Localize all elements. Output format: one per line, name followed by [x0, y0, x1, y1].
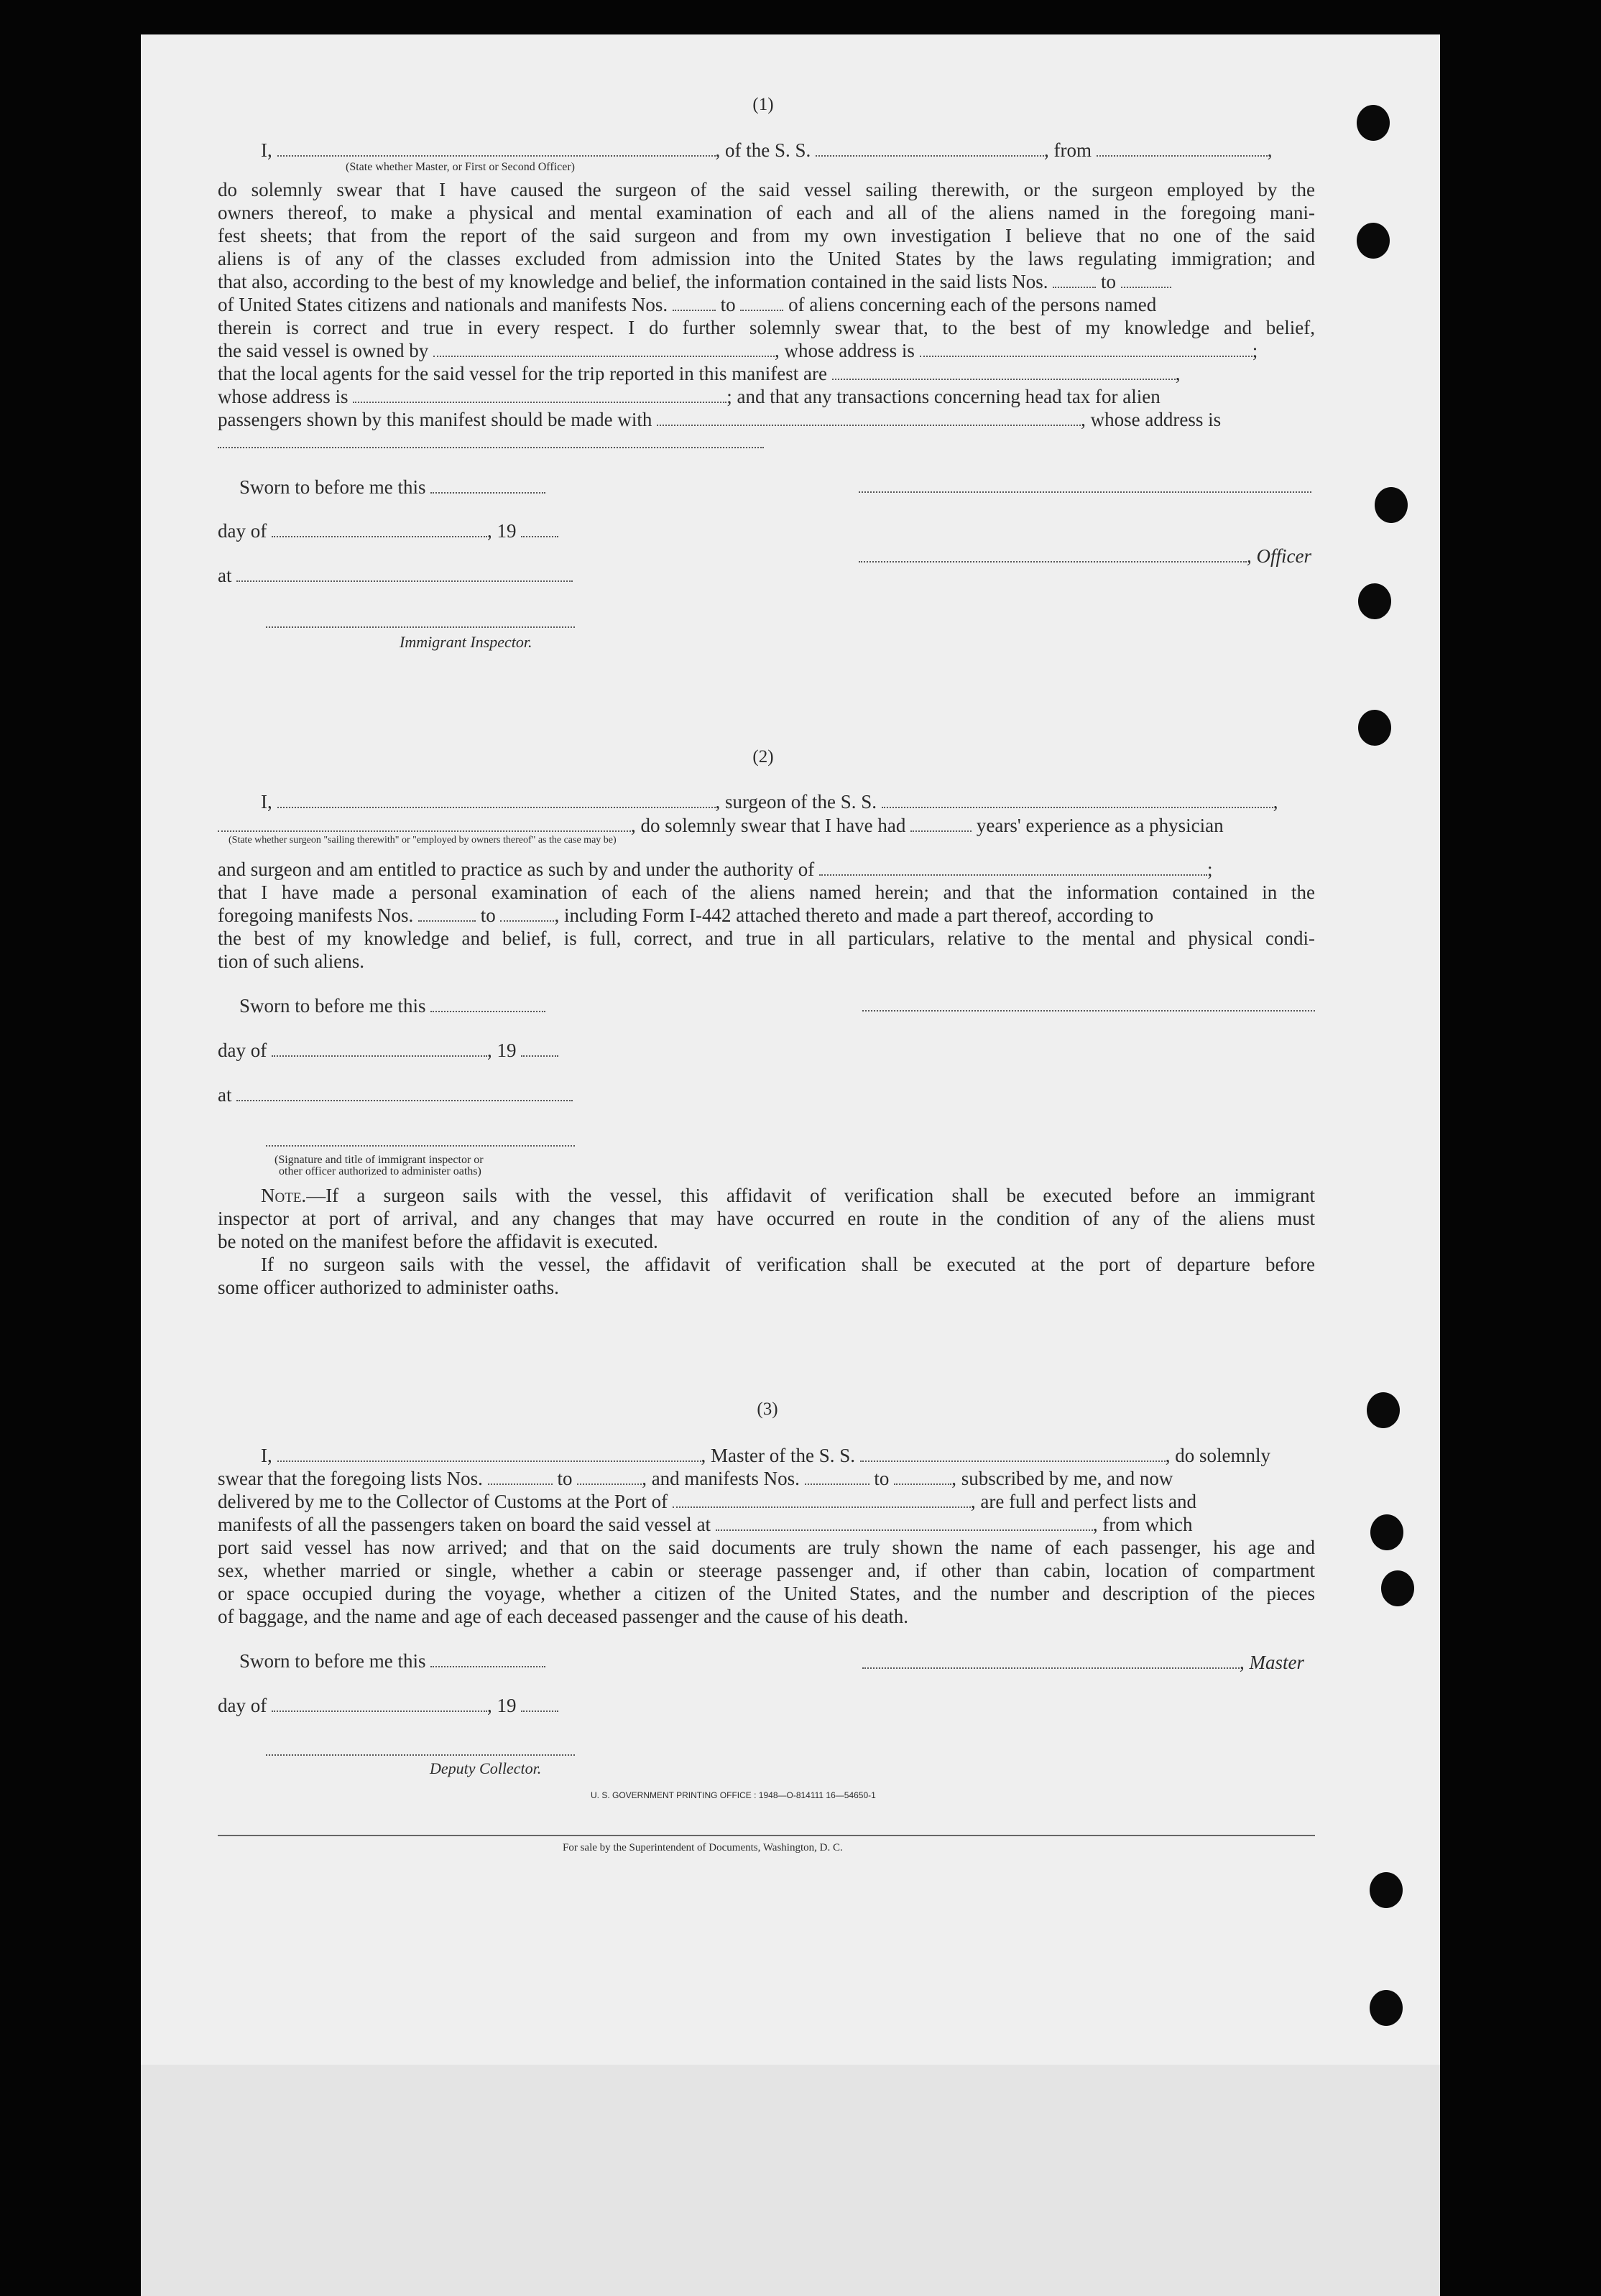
s2-manifests-to-field[interactable] — [500, 904, 554, 922]
note-line: If no surgeon sails with the vessel, the affidavit of verification shall be executed at the port of departure before — [261, 1254, 1315, 1275]
from-port-field[interactable] — [1097, 139, 1268, 157]
s2-place-field[interactable] — [236, 1084, 573, 1101]
boarding-port-field[interactable] — [716, 1514, 1093, 1531]
s3-para-line: or space occupied during the voyage, whether a citizen of the United States, and the number and description of the pieces — [218, 1583, 1315, 1604]
s3-year-field[interactable] — [521, 1695, 558, 1712]
binder-hole — [1381, 1570, 1414, 1606]
s2-day-of: day of , 19 — [218, 1039, 558, 1062]
surgeon-signature-line[interactable] — [862, 1009, 1315, 1012]
gpo-imprint: U. S. GOVERNMENT PRINTING OFFICE : 1948—O-814111 16—54650-1 — [591, 1790, 876, 1800]
binder-hole — [1358, 583, 1391, 619]
binder-hole — [1370, 1990, 1403, 2026]
s1-passengers-line: passengers shown by this manifest should be made with , whose address is — [218, 409, 1222, 430]
inspector-signature-line[interactable] — [266, 625, 575, 628]
s1-para-line: owners thereof, to make a physical and mental examination of each and all of the aliens named in the foregoing mani- — [218, 202, 1315, 223]
year-field[interactable] — [521, 520, 558, 537]
binder-hole — [1357, 105, 1390, 141]
sale-notice: For sale by the Superintendent of Documents, Washington, D. C. — [563, 1842, 843, 1853]
note-line: Note.—If a surgeon sails with the vessel, this affidavit of verification shall be executed before an immigrant — [261, 1185, 1315, 1206]
head-tax-party-field[interactable] — [657, 409, 1081, 426]
s1-sworn: Sworn to before me this — [239, 476, 545, 499]
sworn-date-field[interactable] — [430, 476, 545, 494]
s3-line-3: delivered by me to the Collector of Customs at the Port of , are full and perfect lists and — [218, 1491, 1197, 1512]
s3-master-sig: , Master — [862, 1651, 1304, 1674]
sig-caption: (Signature and title of immigrant inspector or — [274, 1154, 484, 1166]
s2-line-5: foregoing manifests Nos. to , including Form I-442 attached thereto and made a part thereof, according to — [218, 904, 1154, 926]
surgeon-type-field[interactable] — [218, 815, 631, 832]
s1-para-line: fest sheets; that from the report of the said surgeon and from my own investigation I believe that no one of the said — [218, 225, 1315, 246]
day-of-month-field[interactable] — [272, 520, 487, 537]
binder-hole — [1367, 1392, 1400, 1428]
page-edge — [141, 2065, 1440, 2296]
s1-para-line: do solemnly swear that I have caused the surgeon of the said vessel sailing therewith, or the surgeon employed by the — [218, 179, 1315, 200]
binder-hole — [1375, 487, 1408, 523]
s2-line-2: , do solemnly swear that I have had years' experience as a physician — [218, 814, 1224, 837]
deputy-signature-line[interactable] — [266, 1753, 575, 1756]
s2-manifests-from-field[interactable] — [418, 904, 476, 922]
s3-para-line: port said vessel has now arrived; and that on the said documents are truly shown the name of each passenger, his age and — [218, 1537, 1315, 1558]
s1-owned-line: the said vessel is owned by , whose address is ; — [218, 340, 1258, 361]
s1-line-1: I, , of the S. S. , from , — [261, 139, 1273, 161]
s2-sworn-date-field[interactable] — [430, 995, 545, 1012]
head-tax-address-field[interactable] — [218, 445, 764, 448]
binder-hole — [1370, 1514, 1403, 1550]
s2-vessel-field[interactable] — [882, 791, 1273, 808]
footer-rule — [218, 1835, 1315, 1836]
agents-field[interactable] — [832, 363, 1176, 380]
binder-hole — [1370, 1872, 1403, 1908]
years-experience-field[interactable] — [910, 815, 972, 832]
binder-hole — [1358, 710, 1391, 746]
note-line: some officer authorized to administer oaths. — [218, 1277, 559, 1298]
owner-address-field[interactable] — [920, 340, 1252, 357]
section-3-number: (3) — [757, 1399, 778, 1419]
s3-line-2: swear that the foregoing lists Nos. to , and manifests Nos. to , subscribed by me, and now — [218, 1468, 1173, 1489]
lists-from-field[interactable] — [1053, 271, 1096, 288]
s3-manifests-from-field[interactable] — [805, 1468, 869, 1485]
officer-title-field[interactable] — [277, 139, 716, 157]
s2-para-line: that I have made a personal examination of each of the aliens named herein; and that the information contained in the — [218, 881, 1315, 903]
s1-para-line: therein is correct and true in every respect. I do further solemnly swear that, to the best of my knowledge and belief, — [218, 317, 1315, 338]
section-1-number: (1) — [752, 95, 774, 114]
s2-year-field[interactable] — [521, 1040, 558, 1057]
s3-para-line: sex, whether married or single, whether a cabin or steerage passenger and, if other than cabin, location of compartment — [218, 1560, 1315, 1581]
s2-line-1: I, , surgeon of the S. S. , — [261, 791, 1278, 813]
surgeon-type-caption: (State whether surgeon "sailing therewith" or "employed by owners thereof" as the case may be) — [229, 835, 617, 846]
s1-agents-line: that the local agents for the said vessel for the trip reported in this manifest are , — [218, 363, 1181, 384]
s3-lists-from-field[interactable] — [488, 1468, 553, 1485]
sig-caption: other officer authorized to administer oaths) — [279, 1165, 481, 1177]
deputy-title: Deputy Collector. — [430, 1759, 542, 1777]
s3-manifests-to-field[interactable] — [894, 1468, 951, 1485]
manifests-to-field[interactable] — [740, 294, 783, 311]
note-line: inspector at port of arrival, and any changes that may have occurred en route in the condition of any of the aliens must — [218, 1208, 1315, 1229]
s1-day-of: day of , 19 — [218, 519, 558, 542]
officer-title-caption: (State whether Master, or First or Second Officer) — [346, 161, 575, 173]
s3-line-4: manifests of all the passengers taken on board the said vessel at , from which — [218, 1514, 1193, 1535]
binder-hole — [1357, 223, 1390, 259]
note-label: Note. — [261, 1185, 307, 1206]
inspector-title: Immigrant Inspector. — [400, 633, 532, 651]
s1-lists-line: that also, according to the best of my knowledge and belief, the information contained in the said lists Nos. to — [218, 270, 1171, 293]
owner-field[interactable] — [433, 340, 775, 357]
note-line: be noted on the manifest before the affidavit is executed. — [218, 1231, 658, 1252]
vessel-name-field[interactable] — [816, 139, 1044, 157]
master-signature-field[interactable] — [862, 1652, 1240, 1669]
s3-sworn: Sworn to before me this — [239, 1649, 545, 1672]
s2-line-3: and surgeon and am entitled to practice as such by and under the authority of ; — [218, 858, 1213, 880]
s1-whose-line: whose address is ; and that any transactions concerning head tax for alien — [218, 386, 1161, 407]
s2-inspector-signature-line[interactable] — [266, 1144, 575, 1147]
authority-field[interactable] — [819, 858, 1207, 876]
port-field[interactable] — [673, 1491, 971, 1508]
s3-lists-to-field[interactable] — [577, 1468, 642, 1485]
place-field[interactable] — [236, 565, 573, 582]
manifests-from-field[interactable] — [673, 294, 716, 311]
s2-para-line: tion of such aliens. — [218, 950, 364, 972]
master-name-field[interactable] — [277, 1445, 701, 1462]
s3-day-field[interactable] — [272, 1695, 487, 1712]
s1-para-line: aliens is of any of the classes excluded from admission into the United States by the laws regulating immigration; and — [218, 248, 1315, 269]
surgeon-name-field[interactable] — [277, 791, 716, 808]
s1-manifests-line: of United States citizens and nationals and manifests Nos. to of aliens concerning each of the persons named — [218, 294, 1157, 315]
section-2-number: (2) — [752, 747, 774, 767]
s1-officer-sig: , Officer — [859, 545, 1311, 568]
lists-to-field[interactable] — [1121, 271, 1171, 288]
s2-sworn: Sworn to before me this — [239, 994, 545, 1017]
s3-sworn-date-field[interactable] — [430, 1650, 545, 1667]
s3-line-1: I, , Master of the S. S. , do solemnly — [261, 1445, 1270, 1466]
s3-day-of: day of , 19 — [218, 1694, 558, 1717]
s3-vessel-field[interactable] — [860, 1445, 1166, 1462]
s1-at: at — [218, 564, 573, 587]
s2-at: at — [218, 1083, 573, 1106]
officer-name-field[interactable] — [859, 545, 1247, 563]
agents-address-field[interactable] — [353, 386, 726, 403]
s3-para-line: of baggage, and the name and age of each deceased passenger and the cause of his death. — [218, 1606, 909, 1627]
officer-signature-line[interactable] — [859, 490, 1311, 493]
s2-day-field[interactable] — [272, 1040, 487, 1057]
s2-para-line: the best of my knowledge and belief, is full, correct, and true in all particulars, relative to the mental and physical condi- — [218, 927, 1315, 949]
